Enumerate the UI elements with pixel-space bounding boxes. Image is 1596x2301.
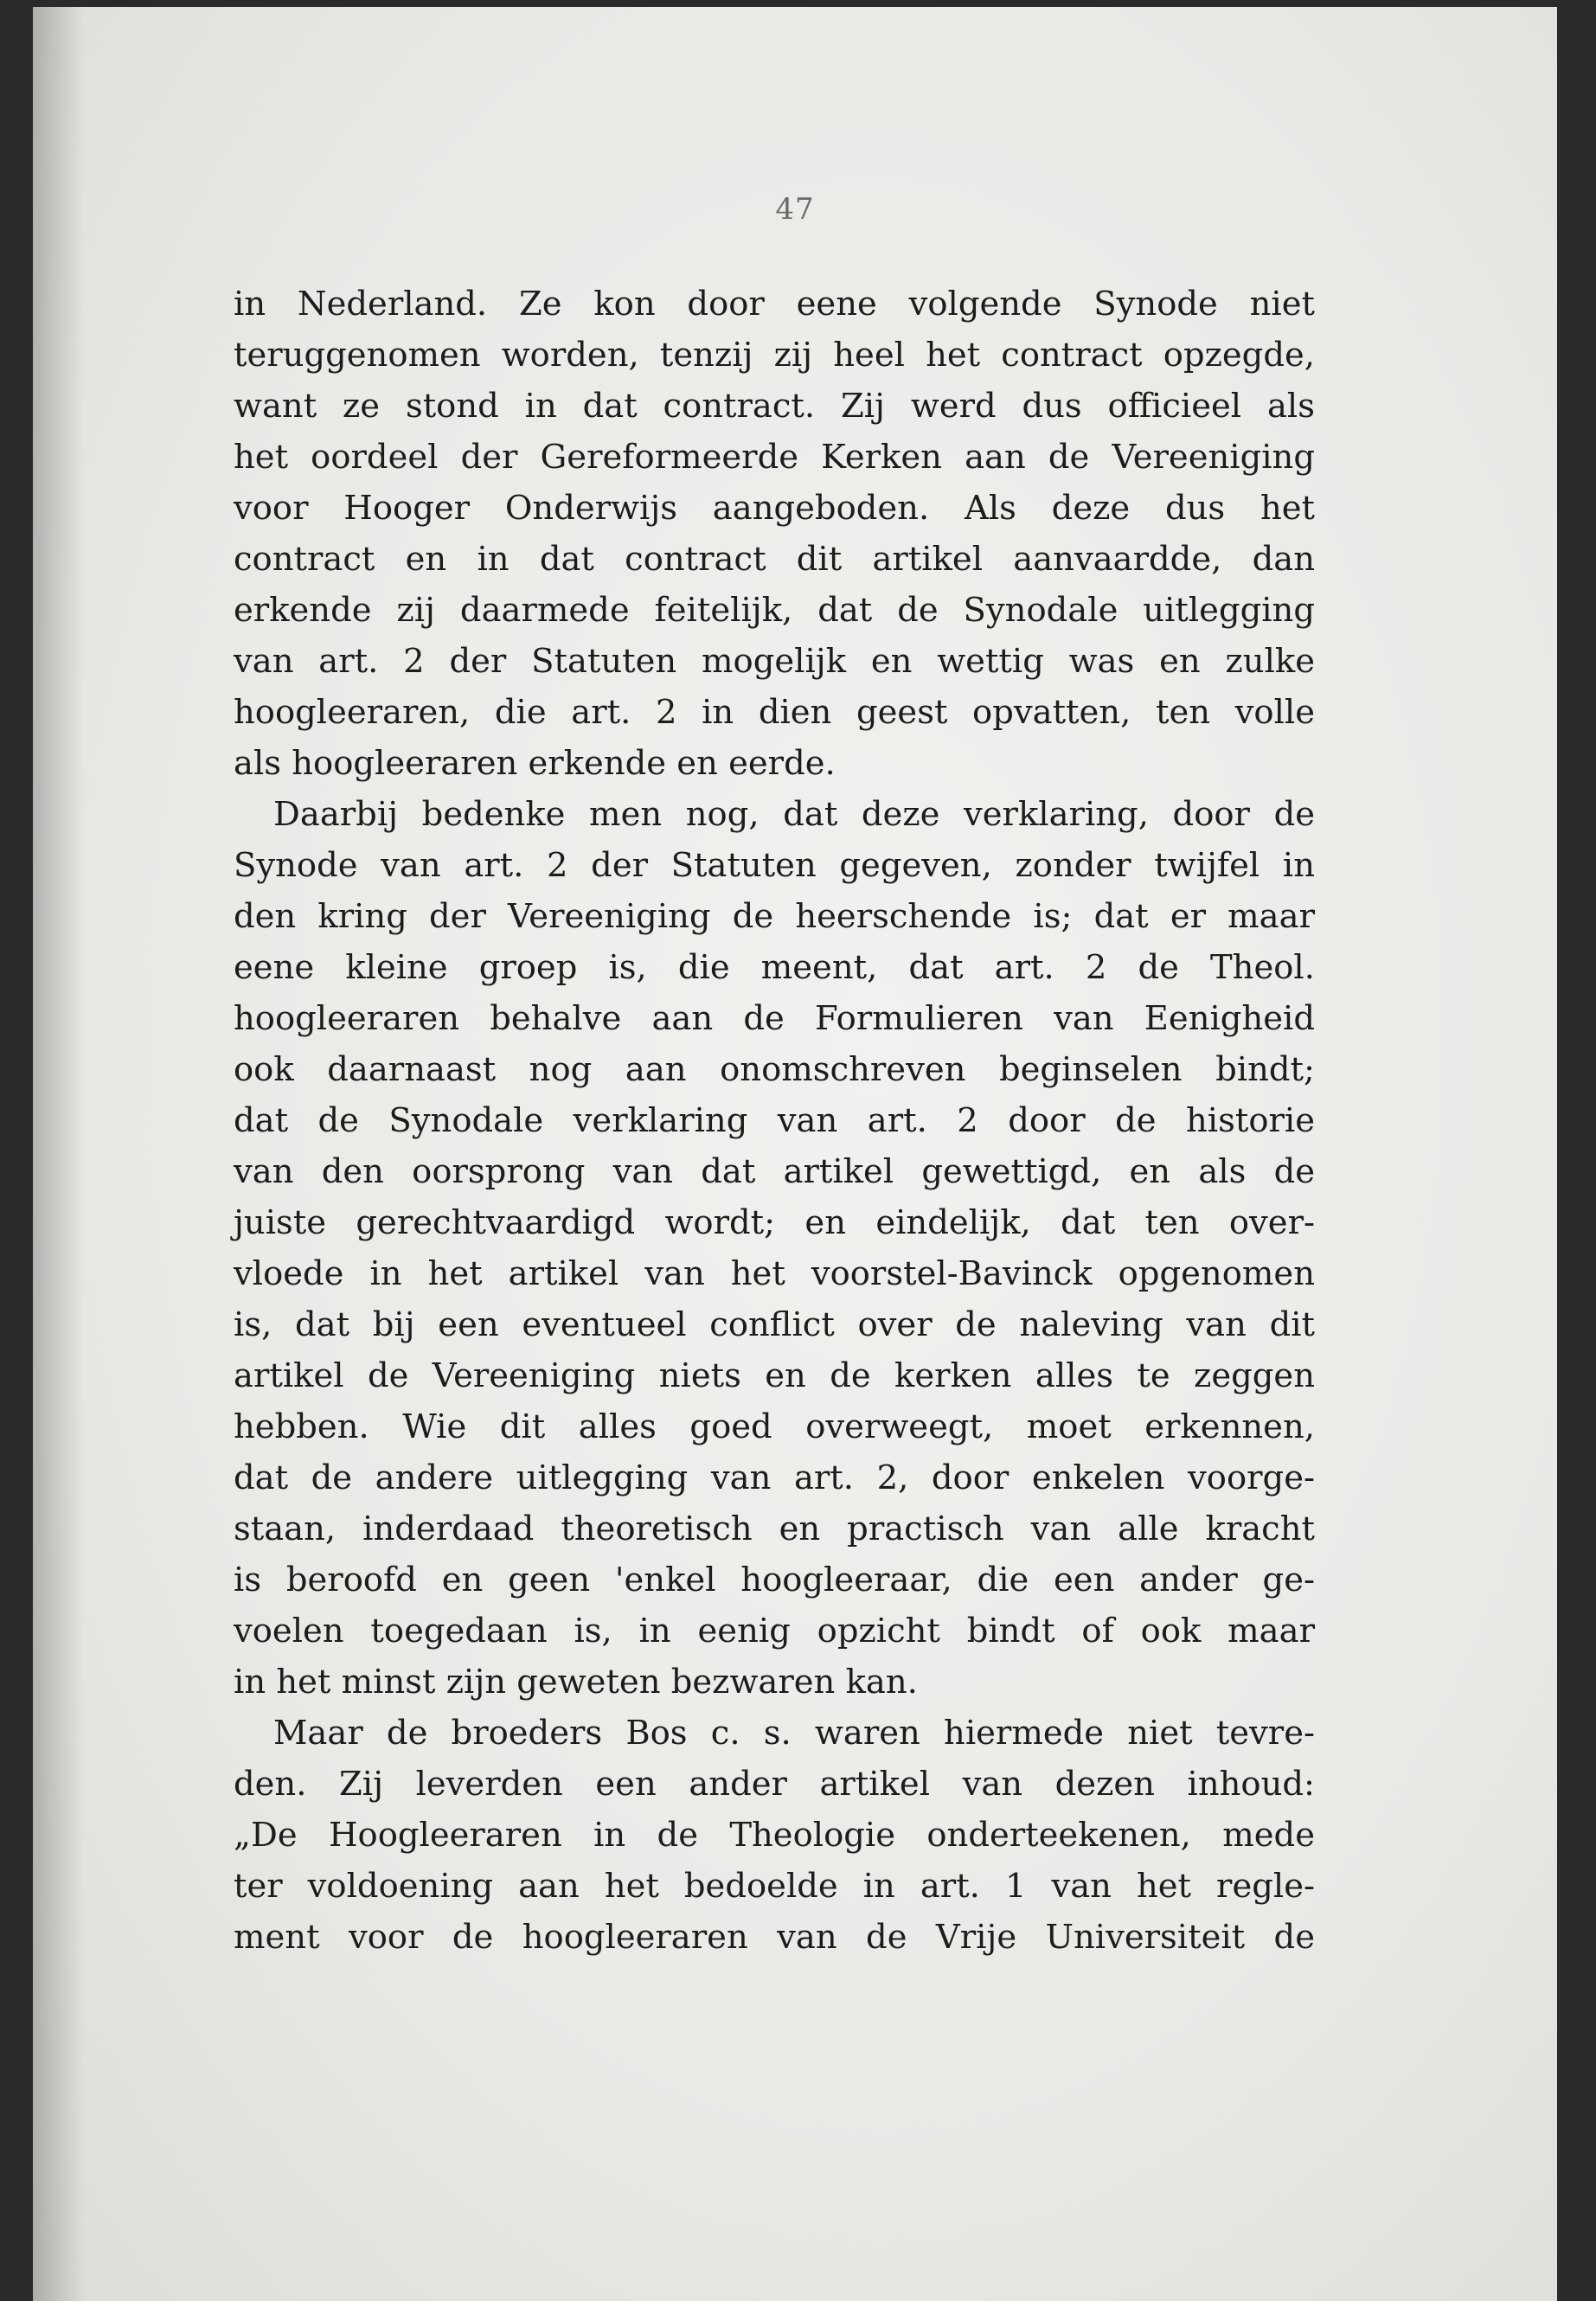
text-line: Synode van art. 2 der Statuten gegeven, zonder twijfel in: [234, 846, 1315, 885]
text-line: artikel de Vereeniging niets en de kerken alles te zeggen: [234, 1356, 1315, 1395]
text-line: ment voor de hoogleeraren van de Vrije Universiteit de: [234, 1918, 1315, 1957]
text-line: „De Hoogleeraren in de Theologie onderteekenen, mede: [234, 1816, 1315, 1855]
text-line: van art. 2 der Statuten mogelijk en wettig was en zulke: [234, 642, 1315, 681]
text-line: in het minst zijn geweten bezwaren kan.: [234, 1663, 918, 1702]
text-line: voor Hooger Onderwijs aangeboden. Als deze dus het: [234, 489, 1315, 528]
text-line: hoogleeraren behalve aan de Formulieren van Eenigheid: [234, 999, 1315, 1038]
text-line: hoogleeraren, die art. 2 in dien geest opvatten, ten volle: [234, 693, 1315, 732]
text-line: den. Zij leverden een ander artikel van dezen inhoud:: [234, 1765, 1315, 1804]
text-line: teruggenomen worden, tenzij zij heel het contract opzegde,: [234, 336, 1315, 375]
body-text: [234, 279, 1315, 1963]
text-line: als hoogleeraren erkende en eerde.: [234, 744, 836, 783]
text-line: dat de Synodale verklaring van art. 2 door de historie: [234, 1101, 1315, 1140]
text-line: erkende zij daarmede feitelijk, dat de Synodale uitlegging: [234, 591, 1315, 630]
page-number: 47: [775, 192, 815, 227]
text-line: Daarbij bedenke men nog, dat deze verklaring, door de: [273, 795, 1315, 834]
text-line: juiste gerechtvaardigd wordt; en eindelijk, dat ten over-: [234, 1203, 1315, 1242]
text-line: van den oorsprong van dat artikel gewettigd, en als de: [234, 1152, 1315, 1191]
text-line: hebben. Wie dit alles goed overweegt, moet erkennen,: [234, 1407, 1315, 1446]
text-line: contract en in dat contract dit artikel aanvaardde, dan: [234, 540, 1315, 579]
text-line: vloede in het artikel van het voorstel-Bavinck opgenomen: [234, 1254, 1315, 1293]
text-line: voelen toegedaan is, in eenig opzicht bindt of ook maar: [234, 1612, 1315, 1650]
text-line: dat de andere uitlegging van art. 2, door enkelen voorge-: [234, 1458, 1315, 1497]
text-line: ook daarnaast nog aan onomschreven beginselen bindt;: [234, 1050, 1315, 1089]
book-page: [33, 7, 1557, 2301]
text-line: eene kleine groep is, die meent, dat art. 2 de Theol.: [234, 948, 1315, 987]
text-line: ter voldoening aan het bedoelde in art. 1 van het regle-: [234, 1867, 1315, 1906]
text-line: in Nederland. Ze kon door eene volgende Synode niet: [234, 285, 1315, 324]
text-line: staan, inderdaad theoretisch en practisch van alle kracht: [234, 1509, 1315, 1548]
text-line: den kring der Vereeniging de heerschende is; dat er maar: [234, 897, 1315, 936]
text-line: want ze stond in dat contract. Zij werd dus officieel als: [234, 387, 1315, 426]
text-line: het oordeel der Gereformeerde Kerken aan de Vereeniging: [234, 438, 1315, 477]
text-line: is beroofd en geen 'enkel hoogleeraar, die een ander ge-: [234, 1561, 1315, 1599]
text-line: Maar de broeders Bos c. s. waren hiermede niet tevre-: [273, 1714, 1315, 1753]
text-line: is, dat bij een eventueel conflict over de naleving van dit: [234, 1305, 1315, 1344]
